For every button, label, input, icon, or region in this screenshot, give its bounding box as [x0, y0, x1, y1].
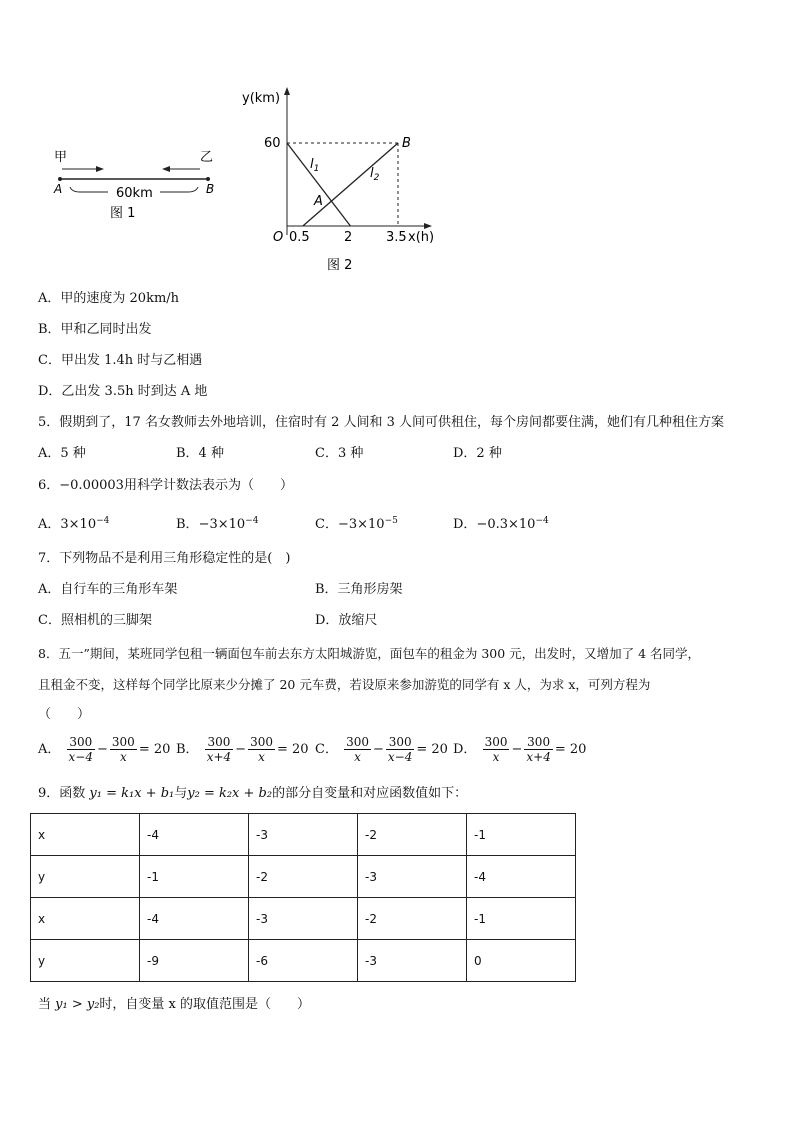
table-cell: -9 [140, 940, 249, 982]
q8-stem-line3: （ ） [38, 707, 91, 722]
q5-option-b: B．4 种 [176, 446, 224, 461]
q6-option-d: D．$-0.3\times 10^{-4}$ [453, 516, 549, 532]
table-cell: -2 [249, 856, 358, 898]
brace-left [70, 187, 108, 192]
q5-option-c: C．3 种 [315, 446, 364, 461]
table-cell: -3 [249, 814, 358, 856]
table-row [31, 898, 576, 940]
q5-option-a: A．5 种 [38, 446, 86, 461]
q8-stem-line2: 且租金不变，这样每个同学比原来少分摊了 20 元车费，若设原来参加游览的同学有 x 人，为求 x，可列方程为 [38, 677, 651, 692]
x-tick-0-5: 0.5 [289, 230, 310, 245]
figure-1-caption: 图 1 [110, 206, 136, 221]
table-cell: -4 [467, 856, 576, 898]
table-cell: -6 [249, 940, 358, 982]
q8-option-c: C． $\frac{300}{x}$ − $\frac{300}{x-4}$ = 20 [315, 735, 448, 764]
y-axis-arrow [284, 87, 290, 95]
q6-text: 用科学计数法表示为（ ） [123, 478, 293, 493]
q8-option-a: A． $\frac{300}{x-4}$ − $\frac{300}{x}$ = 20 [38, 735, 171, 764]
table-row [31, 814, 576, 856]
table-cell: -2 [358, 898, 467, 940]
q6-number: 6．−0.00003 [38, 478, 124, 493]
line-l2 [303, 143, 398, 226]
q7-stem: 7．下列物品不是利用三角形稳定性的是( ) [38, 551, 291, 566]
x-tick-3-5: 3.5 [386, 230, 407, 245]
table-cell: y [31, 856, 140, 898]
table-cell: x [31, 898, 140, 940]
q5-stem: 5．假期到了，17 名女教师去外地培训，住宿时有 2 人间和 3 人间可供租住，每个房间都要住满，她们有几种租住方案 [38, 415, 725, 430]
q8-option-d: D． $\frac{300}{x}$ − $\frac{300}{x+4}$ = 20 [453, 735, 587, 764]
figure-1 [50, 145, 230, 225]
line-l2-label: $l_2$ [370, 166, 380, 183]
q7-option-c: C．照相机的三脚架 [38, 613, 152, 628]
figure-2 [240, 85, 450, 275]
distance-label: 60km [116, 186, 153, 201]
label-jia: 甲 [54, 150, 68, 165]
y-tick-60: 60 [264, 136, 281, 151]
point-b-dot [206, 177, 210, 181]
table-cell: -3 [358, 856, 467, 898]
table-cell: -3 [358, 940, 467, 982]
table-cell: -1 [140, 856, 249, 898]
figure-2-caption: 图 2 [327, 258, 353, 273]
q4-option-a: A．甲的速度为 20km/h [38, 291, 180, 306]
q4-option-b: B．甲和乙同时出发 [38, 322, 152, 337]
label-b: B [206, 182, 215, 196]
q9-stem: 9．函数 y₁ = k₁x + b₁与y₂ = k₂x + b₂的部分自变量和对应函数值如下： [38, 786, 468, 801]
table-cell: y [31, 940, 140, 982]
q8-stem-line1: 8．五一”期间，某班同学包租一辆面包车前去东方太阳城游览，面包车的租金为 300 元，出发时，又增加了 4 名同学， [38, 646, 701, 661]
table-row [31, 856, 576, 898]
line-l1 [287, 143, 350, 226]
y-axis-label: y(km) [242, 91, 281, 106]
line-l1-label: $l_1$ [310, 157, 320, 174]
table-cell: -2 [358, 814, 467, 856]
point-b-label: B [402, 136, 411, 151]
q6-option-b: B．$-3\times 10^{-4}$ [176, 516, 259, 532]
table-cell: -4 [140, 814, 249, 856]
table-cell: 0 [467, 940, 576, 982]
q5-option-d: D．2 种 [453, 446, 502, 461]
brace-right [160, 187, 198, 192]
q6-stem [38, 477, 293, 495]
table-row [31, 940, 576, 982]
q9-func1: y₁ = k₁x + b₁ [89, 786, 175, 801]
x-tick-2: 2 [344, 230, 353, 245]
table-cell: x [31, 814, 140, 856]
q7-option-b: B．三角形房架 [315, 582, 403, 597]
point-a-label: A [314, 194, 323, 209]
label-a: A [54, 182, 63, 196]
q6-option-c: C．$-3\times 10^{-5}$ [315, 516, 398, 532]
x-axis-arrow [424, 223, 432, 229]
arrow-left-head [162, 166, 170, 172]
table-cell: -1 [467, 898, 576, 940]
q9-func2: y₂ = k₂x + b₂ [187, 786, 273, 801]
label-yi: 乙 [200, 150, 214, 165]
table-cell: -3 [249, 898, 358, 940]
q8-option-b: B． $\frac{300}{x+4}$ − $\frac{300}{x}$ = 20 [176, 735, 309, 764]
q4-option-d: D．乙出发 3.5h 时到达 A 地 [38, 384, 208, 399]
arrow-right-head [96, 166, 104, 172]
q4-option-c: C．甲出发 1.4h 时与乙相遇 [38, 353, 203, 368]
q7-option-a: A．自行车的三角形车架 [38, 582, 178, 597]
q9-question: 当 y₁ > y₂时，自变量 x 的取值范围是（ ） [38, 997, 311, 1012]
table-cell: -4 [140, 898, 249, 940]
q7-option-d: D．放缩尺 [315, 613, 378, 628]
q9-table [30, 813, 576, 982]
origin-label: O [273, 230, 284, 245]
q9-condition: y₁ > y₂ [55, 997, 100, 1012]
table-cell: -1 [467, 814, 576, 856]
x-axis-label: x(h) [408, 230, 435, 245]
q6-option-a: A．$3\times 10^{-4}$ [38, 516, 110, 532]
point-a-dot [58, 177, 62, 181]
